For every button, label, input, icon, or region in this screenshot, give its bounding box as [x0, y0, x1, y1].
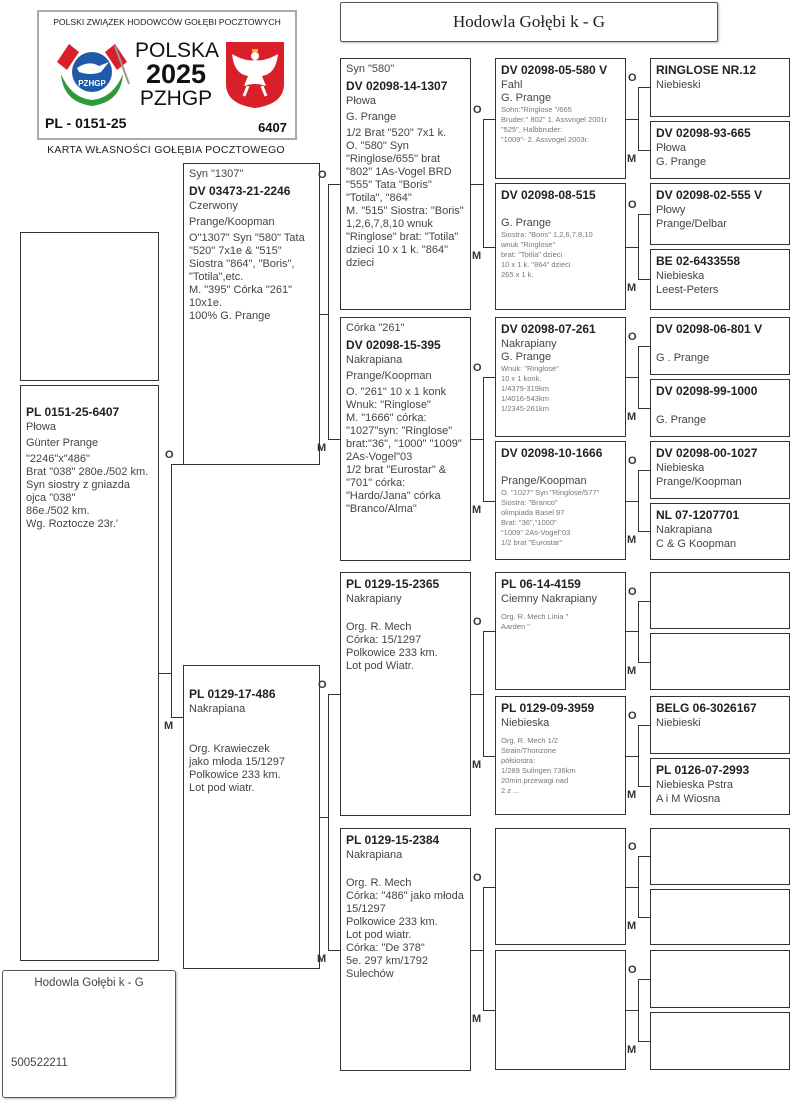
ring-number: PL 0129-15-2365 [346, 577, 440, 591]
box-small-note: "525", Halbbruder: [501, 125, 563, 134]
connector-line [638, 725, 650, 726]
box-note: Lot pod wiatr. [189, 782, 255, 794]
connector-line [471, 184, 483, 185]
connector-line [328, 950, 340, 951]
connector-line [638, 662, 650, 663]
box-line: Prange/Koopman [501, 475, 587, 487]
ring-number: DV 03473-21-2246 [189, 184, 291, 198]
box-line: G. Prange [501, 351, 552, 363]
card-frame [37, 10, 297, 140]
box-line: Czerwony [189, 200, 238, 212]
pedigree-box-ddss[interactable] [650, 828, 790, 885]
connector-line [638, 346, 650, 347]
connector-line [638, 150, 650, 151]
dam-label: M [627, 664, 637, 677]
connector-line [483, 377, 495, 378]
box-line: Płowa [656, 141, 686, 154]
pedigree-box-sssd[interactable] [650, 121, 790, 180]
ring-number: NL 07-1207701 [656, 507, 740, 522]
breeder-name: Hodowla Gołębi k - G [34, 977, 144, 989]
connector-line [328, 439, 340, 440]
box-note: O. "261" 10 x 1 konk [346, 386, 447, 398]
box-note: M. "1666" córka: "1027"syn: "Ringlose" brat:"36", "1000" "1009" 2As-Vogel"03 [346, 412, 462, 463]
connector-line [483, 119, 495, 120]
ring-number: DV 02098-06-801 V [656, 322, 763, 336]
pedigree-box-ssd[interactable] [495, 183, 626, 310]
box-small-note: Bruder:" 802" 1. Assvogel 2001r [501, 115, 608, 124]
connector-line [638, 786, 650, 787]
sire-label: O [318, 169, 327, 181]
box-line: Leest-Peters [656, 283, 719, 296]
box-note: Sulechów [346, 968, 394, 980]
sire-label: O [628, 454, 637, 467]
dam-label: M [627, 282, 637, 295]
ring-number: PL 0151-25-6407 [26, 405, 120, 419]
ring-number: DV 02098-93-665 [656, 125, 751, 140]
connector-line [328, 184, 329, 439]
connector-line [638, 87, 650, 88]
box-note: 1/2 Brat "520" 7x1 k. [346, 127, 447, 139]
box-note: O"1307" Syn "580" Tata "520" 7x1e & "515" Siostra "864", "Boris", "Totila",etc. [189, 232, 305, 283]
ring-number: PL 06-14-4159 [501, 577, 581, 591]
connector-line [626, 377, 638, 378]
connector-line [483, 119, 484, 247]
box-line: Niebieska [656, 269, 705, 282]
pedigree-box-ssds[interactable] [650, 183, 790, 245]
box-line: Günter Prange [26, 437, 99, 449]
pedigree-box-ssdd[interactable] [650, 249, 790, 311]
connector-line [171, 717, 183, 718]
dam-label: M [164, 720, 174, 732]
box-caption: Córka "261" [346, 322, 405, 334]
box-note: Wg. Roztocze 23r.' [26, 518, 118, 530]
box-line [656, 400, 784, 413]
box-small-note: 1/2 brat "Eurostar" [501, 538, 563, 547]
box-line: Ciemny Nakrapiany [501, 593, 597, 605]
box-note: Córka: 15/1297 [346, 634, 422, 646]
pedigree-box-d[interactable] [183, 665, 320, 969]
connector-line [638, 917, 650, 918]
box-note: Córka: "486" jako młoda 15/1297 [346, 890, 464, 915]
box-note: O. "580" Syn "Ringlose/655" brat "802" 1As-Vogel BRD "555" Tata "Boris" "Totila", "864" [346, 140, 452, 204]
pedigree-box-dsdd[interactable] [650, 758, 790, 816]
pedigree-box-dss[interactable] [495, 572, 626, 690]
box-small-note: 1/4379-319km [501, 384, 549, 393]
box-line [501, 204, 620, 217]
ownership-card [35, 8, 300, 160]
ring-number: PL 0129-15-2384 [346, 833, 440, 847]
dam-label: M [627, 1044, 637, 1056]
pedigree-box-ddds[interactable] [650, 950, 790, 1008]
connector-line [483, 377, 484, 501]
pedigree-box-ddsd[interactable] [650, 889, 790, 946]
box-line [501, 462, 620, 475]
card-serial: 6407 [258, 120, 287, 135]
spacer [189, 731, 314, 743]
connector-line [638, 856, 650, 857]
dam-label: M [317, 952, 327, 965]
sire-label: O [473, 103, 482, 116]
box-small-note: Sohn:"Ringlose "/665 [501, 105, 572, 114]
sire-label: O [628, 198, 637, 211]
box-small-note: 20min.przewagi nad [501, 776, 569, 785]
connector-line [171, 464, 172, 717]
brand [135, 39, 220, 110]
ring-number: DV 02098-99-1000 [656, 384, 758, 398]
connector-line [638, 531, 650, 532]
box-small-note: Aarden " [501, 622, 530, 631]
box-small-note: 10 x 1 konk. [501, 374, 542, 383]
box-small-note: Siostra: "Branco" [501, 498, 558, 507]
pedigree-box-sd[interactable] [340, 317, 471, 561]
box-line: Nakrapiany [501, 338, 557, 350]
dam-label: M [627, 534, 637, 547]
box-small-note: 2 z ... [501, 786, 520, 795]
box-small-note: "1009" 2As-Vogel"03 [501, 528, 571, 537]
ring-number: DV 02098-07-261 [501, 322, 596, 336]
pedigree-box-ddd[interactable] [495, 950, 626, 1070]
box-line [656, 338, 784, 351]
connector-line [483, 756, 495, 757]
box-line: Prange/Delbar [656, 218, 727, 230]
ring-number: DV 02098-05-580 V [501, 63, 608, 77]
sire-label: O [628, 331, 637, 343]
pedigree-box-dssd[interactable] [650, 633, 790, 690]
box-line: Nakrapiany [346, 593, 402, 605]
box-note: 1/2 brat "Eurostar" & "701" córka: "Hardo/Jana" córka "Branco/Alma" [346, 464, 447, 515]
box-small-note: olimpiada Basel 97 [501, 508, 565, 517]
connector-line [483, 631, 484, 756]
ring-number: PL 0129-17-486 [189, 687, 276, 701]
connector-line [638, 87, 639, 150]
pedigree-box-sdds[interactable] [650, 441, 790, 499]
connector-line [626, 756, 638, 757]
sire-label: O [165, 449, 174, 461]
connector-line [483, 887, 484, 1011]
connector-line [638, 408, 650, 409]
sire-label: O [628, 964, 637, 976]
box-line: Płowa [346, 95, 376, 107]
pedigree-box-s[interactable] [183, 163, 320, 465]
connector-line [638, 601, 650, 602]
connector-line [638, 279, 650, 280]
box-small-note: 265 x 1 k. [501, 270, 534, 279]
card-ring-number: PL - 0151-25 [45, 115, 127, 131]
box-line: Nakrapiana [189, 703, 246, 715]
box-line: Niebieska [501, 717, 550, 729]
connector-line [471, 439, 483, 440]
box-note: 86e./502 km. [26, 505, 90, 517]
box-line: Niebieski [656, 79, 701, 91]
box-small-note: 1/289 Sulingen 736km [501, 766, 576, 775]
connector-line [471, 694, 483, 695]
photo-placeholder [20, 232, 159, 381]
page-title: Hodowla Gołębi k - G [340, 2, 718, 42]
ring-number: PL 0129-09-3959 [501, 701, 595, 715]
spacer [346, 609, 465, 621]
pedigree-box-sddd[interactable] [650, 503, 790, 561]
ring-number: BE 02-6433558 [656, 253, 741, 268]
box-line: Nakrapiana [346, 354, 403, 366]
sire-label: O [473, 871, 482, 884]
connector-line [638, 214, 650, 215]
dam-label: M [472, 503, 482, 516]
connector-line [638, 470, 639, 532]
connector-line [483, 887, 495, 888]
box-note: "2246"x"486" [26, 453, 90, 465]
sire-label: O [628, 72, 637, 85]
ring-number: DV 02098-15-395 [346, 338, 441, 352]
pedigree-box-ds[interactable] [340, 572, 471, 816]
connector-line [626, 631, 638, 632]
box-note: 100% G. Prange [189, 310, 271, 322]
polish-eagle-coat-of-arms-icon [224, 40, 286, 110]
connector-line [471, 950, 483, 951]
box-small-note: półsiostra: [501, 756, 536, 765]
pedigree-box-ssss[interactable] [650, 58, 790, 117]
connector-line [328, 184, 340, 185]
connector-line [626, 119, 638, 120]
box-note: Org. R. Mech [346, 877, 412, 889]
box-note: Lot pod wiatr. [346, 929, 412, 941]
dam-label: M [627, 152, 637, 165]
dam-label: M [317, 442, 327, 454]
box-line: Niebieska [656, 462, 705, 474]
connector-line [638, 601, 639, 662]
connector-line [328, 694, 340, 695]
box-line: A i M Wiosna [656, 792, 721, 805]
connector-line [328, 694, 329, 950]
connector-line [638, 856, 639, 917]
spacer [189, 719, 314, 731]
pedigree-box-sss[interactable] [495, 58, 626, 179]
sire-label: O [318, 679, 327, 691]
box-line: G. Prange [346, 111, 397, 123]
connector-line [320, 314, 328, 315]
box-small-note: wnuk "Ringlose" [501, 240, 556, 249]
box-note: Org. R. Mech [346, 621, 412, 633]
box-small-note: 10 x 1 k. "864" dzieci [501, 260, 571, 269]
box-note: Syn siostry z gniazda ojca "038" [26, 479, 130, 504]
box-line: Płowy [656, 204, 686, 216]
connector-line [638, 214, 639, 280]
pedigree-box-sds[interactable] [495, 317, 626, 437]
box-note: Org. Krawieczek [189, 743, 270, 755]
ring-number: PL 0126-07-2993 [656, 762, 750, 777]
pzhgp-emblem-icon [53, 40, 131, 110]
box-note: M. "395" Córka "261" 10x1e. [189, 284, 293, 309]
box-note: Wnuk: "Ringlose" [346, 399, 431, 411]
connector-line [159, 673, 171, 674]
dam-label: M [627, 919, 637, 932]
dam-label: M [627, 411, 637, 423]
breeder-number: 500522211 [11, 1057, 68, 1069]
box-line: Prange/Koopman [656, 476, 742, 488]
box-note: Polkowice 233 km. [346, 916, 438, 928]
dam-label: M [472, 758, 482, 771]
connector-line [171, 464, 183, 465]
box-note: M. "515" Siostra: "Boris" 1,2,6,7,8,10 wnuk "Ringlose" brat: "Totila" dzieci 10 x 1 k. "864" dzieci [346, 205, 464, 269]
box-small-note: Org. R. Mech Linia " [501, 612, 569, 621]
connector-line [626, 247, 638, 248]
pedigree-box-root[interactable] [20, 385, 159, 961]
sire-label: O [628, 709, 637, 722]
box-caption: Syn "1307" [189, 168, 244, 180]
dam-label: M [472, 249, 482, 262]
ring-number: BELG 06-3026167 [656, 701, 757, 715]
connector-line [483, 501, 495, 502]
sire-label: O [628, 585, 637, 598]
ring-number: RINGLOSE NR.12 [656, 63, 757, 77]
spacer [346, 865, 465, 877]
box-note: Córka: "De 378" [346, 942, 425, 954]
ring-number: DV 02098-10-1666 [501, 446, 603, 460]
pedigree-box-dds[interactable] [495, 828, 626, 945]
box-small-note: brat: "Totila" dzieci [501, 250, 563, 259]
box-note: Brat "038" 280e./502 km. [26, 466, 149, 478]
box-note: Lot pod Wiatr. [346, 660, 414, 672]
pedigree-box-dd[interactable] [340, 828, 471, 1071]
connector-line [483, 247, 495, 248]
dam-label: M [472, 1013, 482, 1025]
sire-label: O [473, 362, 482, 374]
box-small-note: "1009"- 2. Assvogel 2003r. [501, 135, 589, 144]
box-line: C & G Koopman [656, 537, 737, 550]
brand-year: 2025 [145, 59, 207, 89]
box-line: Niebieska Pstra [656, 778, 734, 791]
connector-line [638, 346, 639, 408]
box-line: G. Prange [656, 155, 707, 168]
box-line: Niebieski [656, 717, 701, 729]
connector-line [638, 725, 639, 787]
box-note: 5e. 297 km/1792 [346, 955, 428, 967]
connector-line [320, 817, 328, 818]
pedigree-box-sdss[interactable] [650, 317, 790, 375]
box-line: Nakrapiana [346, 849, 403, 861]
connector-line [626, 501, 638, 502]
box-line: Fahl [501, 79, 523, 91]
pedigree-box-dsds[interactable] [650, 696, 790, 754]
ring-number: DV 02098-14-1307 [346, 79, 448, 93]
box-line: Prange/Koopman [189, 216, 275, 228]
box-small-note: Siostra: "Boris" 1,2,6,7,8,10 [501, 230, 593, 239]
box-small-note: Strain/Thorizone [501, 746, 557, 755]
box-line: G . Prange [656, 352, 710, 364]
ring-number: DV 02098-08-515 [501, 188, 596, 202]
box-note: jako młoda 15/1297 [189, 756, 286, 768]
pedigree-box-ss[interactable] [340, 58, 471, 310]
sire-label: O [628, 841, 637, 854]
box-small-note: O. "1027" Syn "Ringlose/577" [501, 488, 600, 497]
ring-number: DV 02098-00-1027 [656, 446, 758, 460]
box-line: Prange/Koopman [346, 370, 432, 382]
connector-line [638, 470, 650, 471]
box-small-note: Brat: "36","1000" [501, 518, 557, 527]
box-line: Płowa [26, 421, 56, 433]
box-line: G. Prange [501, 92, 552, 104]
pedigree-box-dddd[interactable] [650, 1012, 790, 1070]
box-small-note: Org. R. Mech 1/2 [501, 736, 559, 745]
dam-label: M [627, 789, 637, 802]
box-note: Polkowice 233 km. [346, 647, 438, 659]
box-line: G. Prange [656, 414, 707, 426]
pedigree-box-dsd[interactable] [495, 696, 626, 815]
breeder-stamp-box [2, 970, 176, 1098]
brand-country: POLSKA [135, 39, 220, 62]
box-caption: Syn "580" [346, 63, 395, 75]
box-line: Nakrapiana [656, 523, 713, 536]
sire-label: O [473, 616, 482, 628]
connector-line [638, 979, 650, 980]
pedigree-box-sdsd[interactable] [650, 379, 790, 437]
connector-line [638, 979, 639, 1041]
connector-line [483, 1010, 495, 1011]
pedigree-box-dsss[interactable] [650, 572, 790, 629]
box-small-note: 1/2345-261km [501, 404, 549, 413]
pedigree-box-sdd[interactable] [495, 441, 626, 560]
box-small-note: Wnuk: "Ringlose" [501, 364, 559, 373]
card-header: POLSKI ZWIĄZEK HODOWCÓW GOŁĘBI POCZTOWYCH [53, 17, 281, 27]
connector-line [626, 887, 638, 888]
brand-org: PZHGP [139, 87, 213, 110]
box-small-note: 1/4016-543km [501, 394, 549, 403]
connector-line [483, 631, 495, 632]
connector-line [626, 1010, 638, 1011]
card-footer: KARTA WŁASNOŚCI GOŁĘBIA POCZTOWEGO [47, 144, 285, 156]
box-note: Polkowice 233 km. [189, 769, 281, 781]
emblem-text: PZHGP [78, 79, 106, 88]
ring-number: DV 02098-02-555 V [656, 188, 763, 202]
box-line: G. Prange [501, 217, 552, 229]
connector-line [638, 1041, 650, 1042]
